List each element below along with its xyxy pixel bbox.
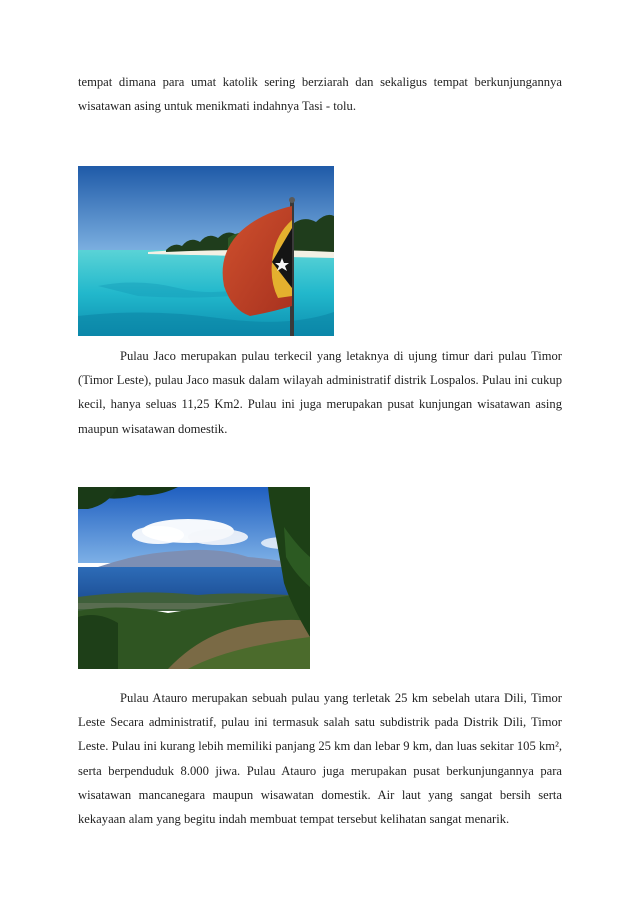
photo-pulau-jaco <box>78 166 334 336</box>
paragraph-pulau-atauro: Pulau Atauro merupakan sebuah pulau yang terletak 25 km sebelah utara Dili, Timor Leste Secara administratif, pulau ini termasuk salah satu subdistrik pada Distrik Dili, Timor Leste. Pulau ini kurang lebih memiliki panjang 25 km dan lebar 9 km, dan luas sekitar 105 km², serta berpenduduk 8.000 jiwa. Pulau Atauro juga merupakan pusat berkunjungannya para wisatawan mancanegara maupun wisawatan domestik. Air laut yang sangat bersih serta kekayaan alam yang begitu indah membuat tempat tersebut kelihatan sangat menarik. <box>78 691 562 827</box>
photo-pulau-atauro <box>78 487 310 669</box>
paragraph-tasi-tolu: tempat dimana para umat katolik sering berziarah dan sekaligus tempat berkunjungannya wisatawan asing untuk menikmati indahnya Tasi - tolu. <box>78 75 562 114</box>
paragraph-pulau-jaco: Pulau Jaco merupakan pulau terkecil yang letaknya di ujung timur dari pulau Timor (Timor Leste), pulau Jaco masuk dalam wilayah administratif distrik Lospalos. Pulau ini cukup kecil, hanya seluas 11,25 Km2. Pulau ini juga merupakan pusat kunjungan wisatawan asing maupun wisatawan domestik. <box>78 349 562 436</box>
